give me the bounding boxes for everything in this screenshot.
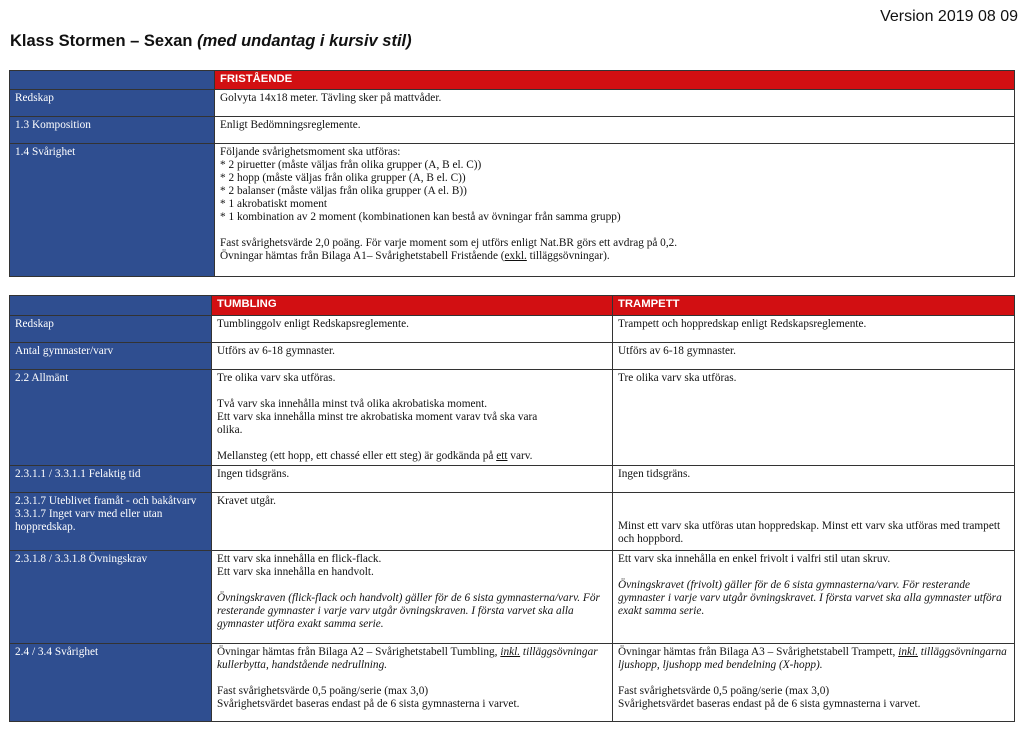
trampett-ovningskrav: Ett varv ska innehålla en enkel frivolt i valfri stil utan skruv. Övningskravet (frivolt) gäller för de 6 sista gymnasterna/varv. För resterande gymnaster i varje varv utgår övningskravet. I första varvet ska alla gymnaster utföra exakt samma serie. bbox=[613, 551, 1015, 644]
document-title bbox=[10, 32, 412, 51]
trampett-redskap: Trampett och hoppredskap enligt Redskapsreglemente. bbox=[613, 316, 1015, 343]
tumbling-uteblivet: Kravet utgår. bbox=[212, 493, 613, 551]
fristaende-komposition-text: Enligt Bedömningsreglemente. bbox=[215, 117, 1015, 144]
tumbling-allmant: Tre olika varv ska utföras. Två varv ska innehålla minst två olika akrobatiska moment. Ett varv ska innehålla minst tre akrobatiska moment varav två ska vara olika. Mellansteg (ett hopp, ett chassé eller ett steg) är godkända på ett varv. bbox=[212, 370, 613, 466]
tumbling-redskap: Tumblinggolv enligt Redskapsreglemente. bbox=[212, 316, 613, 343]
text-line: * 2 balanser (måste väljas från olika grupper (A el. B)) bbox=[220, 185, 467, 197]
text-line: Fast svårighetsvärde 2,0 poäng. För varje moment som ej utförs enligt Nat.BR görs ett avdrag på 0,2. bbox=[220, 237, 678, 249]
row-label-uteblivet: 2.3.1.7 Uteblivet framåt - och bakåtvarv 3.3.1.7 Inget varv med eller utan hoppredskap. bbox=[10, 493, 212, 551]
trampett-svarighet: Övningar hämtas från Bilaga A3 – Svårighetstabell Trampett, inkl. tilläggsövningarna ljushopp, ljushopp med bendelning (X-hopp). Fast svårighetsvärde 0,5 poäng/serie (max 3,0) Svårighetsvärdet baseras endast på de 6 sista gymnasterna i varvet. bbox=[613, 644, 1015, 722]
tumbling-felaktig-tid: Ingen tidsgräns. bbox=[212, 466, 613, 493]
tumbling-svarighet: Övningar hämtas från Bilaga A2 – Svårighetstabell Tumbling, inkl. tilläggsövningar kullerbytta, handstående nedrullning. Fast svårighetsvärde 0,5 poäng/serie (max 3,0) Svårighetsvärdet baseras endast på de 6 sista gymnasterna i varvet. bbox=[212, 644, 613, 722]
header-blank-cell bbox=[10, 296, 212, 316]
text-line: * 2 piruetter (måste väljas från olika grupper (A, B el. C)) bbox=[220, 159, 482, 171]
tumbling-ovningskrav: Ett varv ska innehålla en flick-flack. Ett varv ska innehålla en handvolt. Övningskraven (flick-flack och handvolt) gäller för de 6 sista gymnasterna/varv. För resterande gymnaster i varje varv utgår övningskraven. I första varvet ska alla gymnaster utföra exakt samma serie. bbox=[212, 551, 613, 644]
row-label-redskap: Redskap bbox=[10, 90, 215, 117]
trampett-felaktig-tid: Ingen tidsgräns. bbox=[613, 466, 1015, 493]
row-label-felaktig-tid: 2.3.1.1 / 3.3.1.1 Felaktig tid bbox=[10, 466, 212, 493]
tumbling-header: TUMBLING bbox=[212, 296, 613, 316]
trampett-header: TRAMPETT bbox=[613, 296, 1015, 316]
tumbling-antal: Utförs av 6-18 gymnaster. bbox=[212, 343, 613, 370]
row-label-komposition: 1.3 Komposition bbox=[10, 117, 215, 144]
row-label-ovningskrav: 2.3.1.8 / 3.3.1.8 Övningskrav bbox=[10, 551, 212, 644]
row-label-svarighet: 2.4 / 3.4 Svårighet bbox=[10, 644, 212, 722]
row-label-allmant: 2.2 Allmänt bbox=[10, 370, 212, 466]
fristaende-header: FRISTÅENDE bbox=[215, 71, 1015, 90]
fristaende-svarighet-text bbox=[215, 144, 1015, 277]
trampett-allmant: Tre olika varv ska utföras. bbox=[613, 370, 1015, 466]
text-line: Följande svårighetsmoment ska utföras: bbox=[220, 146, 401, 158]
trampett-antal: Utförs av 6-18 gymnaster. bbox=[613, 343, 1015, 370]
fristaende-redskap-text: Golvyta 14x18 meter. Tävling sker på mattvåder. bbox=[215, 90, 1015, 117]
row-label-redskap: Redskap bbox=[10, 316, 212, 343]
version-label: Version 2019 08 09 bbox=[880, 8, 1018, 25]
row-label-antal: Antal gymnaster/varv bbox=[10, 343, 212, 370]
row-label-svarighet: 1.4 Svårighet bbox=[10, 144, 215, 277]
text-line: * 2 hopp (måste väljas från olika grupper (A, B el. C)) bbox=[220, 172, 466, 184]
fristaende-table bbox=[9, 70, 1015, 277]
text-line: * 1 akrobatiskt moment bbox=[220, 198, 327, 210]
text-line: * 1 kombination av 2 moment (kombinationen kan bestå av övningar från samma grupp) bbox=[220, 211, 621, 223]
title-italic: (med undantag i kursiv stil) bbox=[197, 32, 412, 50]
title-main: Klass Stormen – Sexan bbox=[10, 32, 198, 50]
apparatus-table bbox=[9, 295, 1015, 722]
text-line: Övningar hämtas från Bilaga A1– Svårighetstabell Fristående (exkl. tilläggsövningar). bbox=[220, 250, 610, 262]
header-blank-cell bbox=[10, 71, 215, 90]
trampett-uteblivet: Minst ett varv ska utföras utan hoppredskap. Minst ett varv ska utföras med trampett och hoppbord. bbox=[613, 493, 1015, 551]
